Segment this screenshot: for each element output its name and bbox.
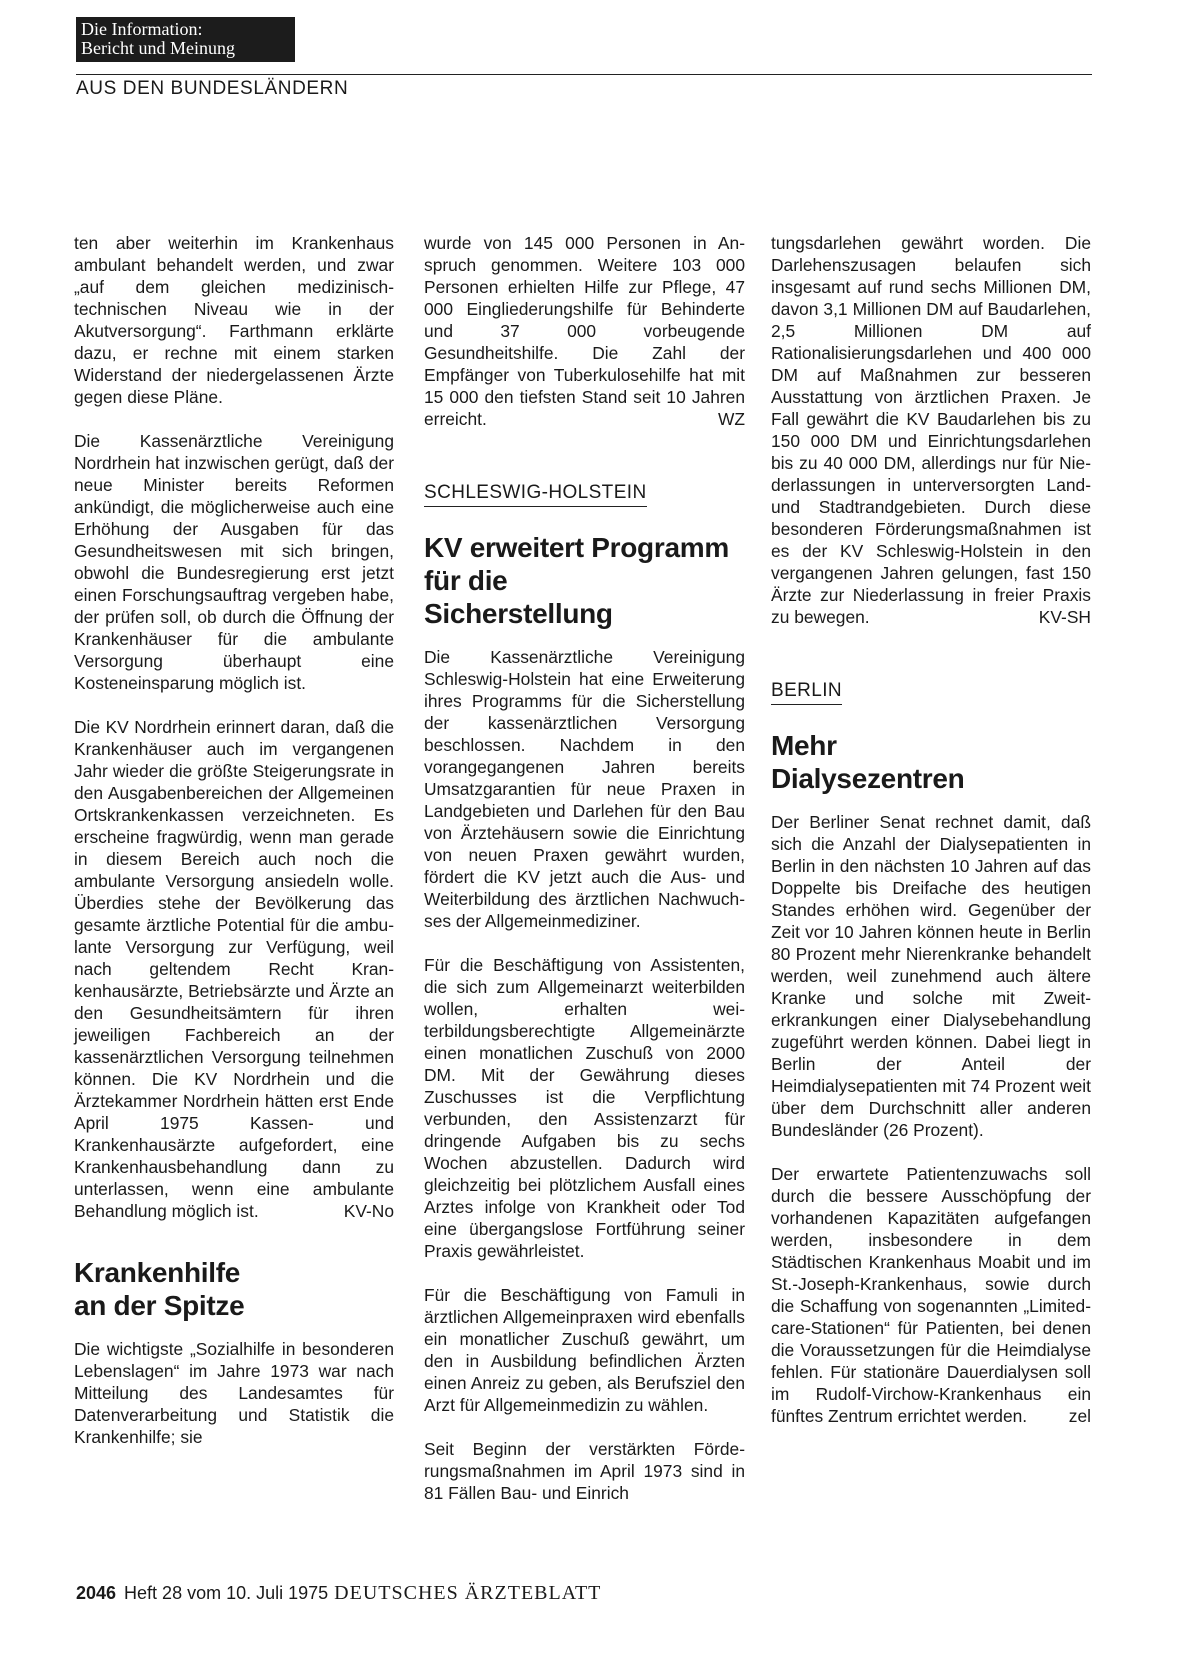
- headline-line: Krankenhilfe: [74, 1257, 240, 1288]
- paragraph-text: Die Kassenärztliche Vereinigung Nordrhein hat inzwischen gerügt, daß der neue Minister bereits Reformen ankündigt, die möglicherweise auch eine Erhöhung der Ausgaben für das Gesundheitswesen mit sich bringen, obwohl die Bundesregierung erst jetzt einen Forschungsauftrag vergeben habe, der prüfen soll, ob durch die Öffnung der Krankenhäuser für die ambulante Versorgung überhaupt eine Kosteneinsparung möglich ist.: [74, 431, 394, 693]
- page-footer: [76, 1582, 601, 1605]
- section-title: AUS DEN BUNDESLÄNDERN: [76, 78, 349, 99]
- headline-line: Sicherstellung: [424, 598, 613, 629]
- rubric-box: [76, 17, 295, 62]
- headline-line: an der Spitze: [74, 1290, 245, 1321]
- column-2: [424, 232, 745, 1526]
- header-rule: [76, 74, 1092, 75]
- paragraph: ten aber weiterhin im Krankenhaus ambulant behandelt werden, und zwar „auf dem gleichen medizinisch-technischen Niveau wie in der Akutversorgung“. Farthmann erklärte dazu, er rechne mit einem starken Widerstand der niedergelassenen Ärzte gegen diese Pläne.: [74, 233, 394, 407]
- paragraph: Seit Beginn der verstärkten Förderungsmaßnahmen im April 1973 sind in 81 Fällen Bau- und Einrich: [424, 1439, 745, 1503]
- rubric-line-1: Die Information:: [81, 19, 203, 39]
- region-kicker: SCHLESWIG-HOLSTEIN: [424, 482, 647, 507]
- author-signature: KV-No: [343, 1201, 394, 1221]
- paragraph: [74, 430, 394, 694]
- column-1: [74, 232, 394, 1470]
- article-headline: [771, 729, 1091, 795]
- paragraph: [74, 716, 394, 1222]
- paragraph: Für die Beschäftigung von Famuli in ärztlichen Allgemeinpraxen wird ebenfalls ein monatlicher Zuschuß gewährt, um den in Ausbildung befindlichen Ärzten einen Anreiz zu geben, als Berufsziel den Arzt für Allgemeinmedizin zu wählen.: [424, 1285, 745, 1415]
- paragraph-text: wurde von 145 000 Personen in Anspruch genommen. Weitere 103 000 Personen erhielten Hilfe zur Pflege, 47 000 Eingliederungshilfe für Behinderte und 37 000 vorbeugende Gesundheitshilfe. Die Zahl der Empfänger von Tuberkulosehilfe hat mit 15 000 den tiefsten Stand seit 10 Jahren erreicht.: [424, 233, 745, 429]
- author-signature: zel: [1068, 1406, 1091, 1426]
- author-signature: KV-SH: [1038, 607, 1091, 627]
- rubric-line-2: Bericht und Meinung: [81, 38, 235, 58]
- paragraph-text: Der erwartete Patientenzuwachs soll durch die bessere Ausschöpfung der vorhandenen Kapazitäten aufgefangen werden, insbesondere in dem Städtischen Krankenhaus Moabit und im St.-Joseph-Krankenhaus, sowie durch die Schaffung von sogenannten „Limited-care-Stationen“ für Patienten, bei denen die Voraussetzungen für die Heimdialyse fehlen. Für stationäre Dauerdialysen soll im Rudolf-Virchow-Krankenhaus ein fünftes Zentrum errichtet werden.: [771, 1164, 1091, 1426]
- headline-line: Dialysezentren: [771, 763, 965, 794]
- magazine-name: DEUTSCHES ÄRZTEBLATT: [334, 1582, 602, 1604]
- paragraph: Die wichtigste „Sozialhilfe in besonderen Lebenslagen“ im Jahre 1973 war nach Mitteilung des Landesamtes für Datenverarbeitung und Statistik die Krankenhilfe; sie: [74, 1339, 394, 1447]
- headline-line: für die: [424, 565, 508, 596]
- article-headline: [74, 1256, 394, 1322]
- paragraph: Der Berliner Senat rechnet damit, daß sich die Anzahl der Dialysepatienten in Berlin in den nächsten 10 Jahren auf das Doppelte bis Dreifache des heutigen Standes erhöhen wird. Gegenüber der Zeit vor 10 Jahren können heute in Berlin 80 Prozent mehr Nierenkranke behandelt werden, weil zunehmend auch ältere Kranke und solche mit Zweiterkrankungen einer Dialysebehandlung zugeführt werden können. Dabei liegt in Berlin der Anteil der Heimdialysepatienten mit 74 Prozent weit über dem Durchschnitt aller anderen Bundesländer (26 Prozent).: [771, 812, 1091, 1140]
- region-kicker: BERLIN: [771, 680, 842, 705]
- paragraph: [424, 232, 745, 430]
- author-signature: WZ: [717, 409, 745, 429]
- paragraph-text: Die KV Nordrhein erinnert daran, daß die Krankenhäuser auch im vergangenen Jahr wieder die größte Steigerungsrate in den Ausgabenbereichen der Allgemeinen Ortskrankenkassen verzeichneten. Es erscheine fragwürdig, wenn man gerade in diesem Bereich auch noch die ambulante Versorgung ansiedeln wolle. Überdies stehe der Bevölkerung das gesamte ärztliche Potential für die ambulante Versorgung zur Verfügung, weil nach geltendem Recht Krankenhausärzte, Betriebsärzte und Ärzte an den Gesundheitsämtern für ihren jeweiligen Fachbereich an der kassenärztlichen Versorgung teilnehmen können. Die KV Nordrhein und die Ärztekammer Nordrhein hätten erst Ende April 1975 Kassen- und Krankenhausärzte aufgefordert, eine Krankenhausbehandlung dann zu unterlassen, wenn eine ambulante Behandlung möglich ist.: [74, 717, 394, 1221]
- page-number: 2046: [76, 1583, 117, 1603]
- paragraph: [771, 232, 1091, 628]
- paragraph: [771, 1163, 1091, 1427]
- headline-line: Mehr: [771, 730, 837, 761]
- column-3: [771, 232, 1091, 1449]
- paragraph-text: tungsdarlehen gewährt worden. Die Darlehenszusagen belaufen sich insgesamt auf rund sechs Millionen DM, davon 3,1 Millionen DM auf Baudarlehen, 2,5 Millionen DM auf Rationalisierungsdarlehen und 400 000 DM auf Maßnahmen zur besseren Ausstattung von ärztlichen Praxen. Je Fall gewährt die KV Baudarlehen bis zu 150 000 DM und Einrichtungsdarlehen bis zu 40 000 DM, allerdings nur für Niederlassungen in unterversorgten Land- und Stadtrandgebieten. Durch diese besonderen Förderungsmaßnahmen ist es der KV Schleswig-Holstein in den vergangenen Jahren gelungen, fast 150 Ärzte zur Niederlassung in freier Praxis zu bewegen.: [771, 233, 1091, 627]
- paragraph: Die Kassenärztliche Vereinigung Schleswig-Holstein hat eine Erweiterung ihres Programms für die Sicherstellung der kassenärztlichen Versorgung beschlossen. Nachdem in den vorangegangenen Jahren bereits Umsatzgarantien für neue Praxen in Landgebieten und Darlehen für den Bau von Ärztehäusern sowie die Einrichtung von neuen Praxen gewährt wurden, fördert die KV jetzt auch die Aus- und Weiterbildung des ärztlichen Nachwuchses der Allgemeinmediziner.: [424, 647, 745, 931]
- issue-info: Heft 28 vom 10. Juli 1975: [124, 1583, 329, 1603]
- paragraph: Für die Beschäftigung von Assistenten, die sich zum Allgemeinarzt weiterbilden wollen, erhalten weiterbildungsberechtigte Allgemeinärzte einen monatlichen Zuschuß von 2000 DM. Mit der Gewährung dieses Zuschusses ist die Verpflichtung verbunden, den Assistenzarzt für dringende Aufgaben bis zu sechs Wochen abzustellen. Dadurch wird gleichzeitig bei plötzlichem Ausfall eines Arztes infolge von Krankheit oder Tod eine übergangslose Fortführung seiner Praxis gewährleistet.: [424, 955, 745, 1261]
- article-headline: [424, 531, 745, 630]
- headline-line: KV erweitert Programm: [424, 532, 729, 563]
